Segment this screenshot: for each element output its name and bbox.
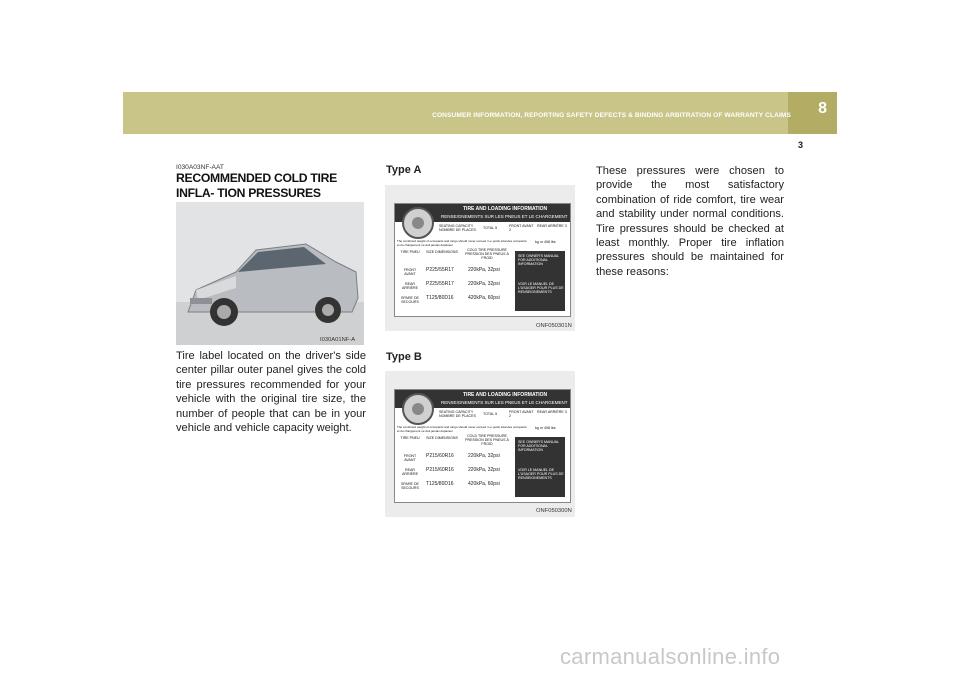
row-spare: SPARE DE SECOURS [401,296,419,305]
tire-icon [402,393,434,425]
car-image-caption: I030A01NF-A [320,337,356,343]
pressure-spare: 420kPa, 60psi [468,481,500,487]
placard [394,203,571,317]
col-pressure: COLD TIRE PRESSURE PRESSION DES PNEUS À FROID [465,434,509,447]
tire-icon [402,207,434,239]
size-spare: T125/80D16 [426,481,454,487]
row-rear: REAR ARRIÈRE [402,468,418,477]
manual-note [515,437,565,497]
seating-total: TOTAL 5 [483,412,498,416]
placard [394,389,571,503]
seating-front: FRONT AVANT 2 [509,224,534,233]
pressure-spare: 420kPa, 60psi [468,295,500,301]
row-front: FRONT AVANT [403,268,417,277]
size-front: P225/55R17 [426,267,454,273]
chapter-number: 8 [818,100,827,117]
row-spare: SPARE DE SECOURS [401,482,419,491]
page-number: 3 [798,140,804,150]
col-tire: TIRE PNEU [400,250,420,254]
type-a-label: Type A [386,164,422,176]
row-front: FRONT AVANT [403,454,417,463]
section-heading: RECOMMENDED COLD TIRE INFLA- TION PRESSURES [176,171,337,200]
car-illustration [176,202,364,345]
size-rear: P225/55R17 [426,281,454,287]
see-manual: SEE OWNER'S MANUAL FOR ADDITIONAL INFORMATION [518,440,559,453]
weight-value: kg or 408 lbs [535,426,556,430]
header-band [123,92,837,134]
row-rear: REAR ARRIÈRE [402,282,418,291]
watermark: carmanualsonline.info [560,644,781,669]
voir-manual: VOIR LE MANUEL DE L'USAGER POUR PLUS DE RENSEIGNEMENTS [518,282,564,295]
see-manual: SEE OWNER'S MANUAL FOR ADDITIONAL INFORMATION [518,254,559,267]
pressure-rear: 220kPa, 32psi [468,281,500,287]
type-b-caption: ONF050300N [536,508,572,514]
weight-statement: The combined weight of occupants and cargo should never exceed / Le poids total des occupants et du chargement ne doit jamais dépasser [397,239,527,247]
placard-title-en: TIRE AND LOADING INFORMATION [463,206,548,212]
seating-capacity: SEATING CAPACITY NOMBRE DE PLACES [439,410,476,419]
section-code: I030A03NF-AAT [176,164,224,171]
seating-front: FRONT AVANT 2 [509,410,534,419]
type-a-caption: ONF050301N [536,323,572,329]
seating-rear: REAR ARRIÈRE 3 [537,224,567,228]
weight-statement: The combined weight of occupants and cargo should never exceed / Le poids total des occupants et du chargement ne doit jamais dépasser [397,425,527,433]
pressure-front: 220kPa, 32psi [468,453,500,459]
seating-rear: REAR ARRIÈRE 3 [537,410,567,414]
pressure-rear: 220kPa, 32psi [468,467,500,473]
pressures-paragraph: These pressures were chosen to provide the most satisfactory combination of ride comfort, tire wear and stability under normal conditions. Tire pressures should be checked at least monthly. Proper tire inflation pressures should be maintained for these reasons: [596,165,784,278]
tire-label-type-b [385,371,575,517]
voir-manual: VOIR LE MANUEL DE L'USAGER POUR PLUS DE RENSEIGNEMENTS [518,468,564,481]
size-front: P215/60R16 [426,453,454,459]
size-rear: P215/60R16 [426,467,454,473]
placard-title-en: TIRE AND LOADING INFORMATION [463,392,548,398]
tire-label-type-a [385,185,575,331]
col-size: SIZE DIMENSIONS [426,436,458,440]
col-pressure: COLD TIRE PRESSURE PRESSION DES PNEUS À FROID [465,248,509,261]
manual-note [515,251,565,311]
pressure-front: 220kPa, 32psi [468,267,500,273]
seating-total: TOTAL 5 [483,226,498,230]
chapter-tab [788,92,837,134]
car-image [176,202,364,345]
placard-title-fr: RENSEIGNEMENTS SUR LES PNEUS ET LE CHARGEMENT [441,400,568,405]
placard-title-fr: RENSEIGNEMENTS SUR LES PNEUS ET LE CHARGEMENT [441,214,568,219]
col-tire: TIRE PNEU [400,436,420,440]
seating-capacity: SEATING CAPACITY NOMBRE DE PLACES [439,224,476,233]
col-size: SIZE DIMENSIONS [426,250,458,254]
weight-value: kg or 408 lbs [535,240,556,244]
intro-paragraph: Tire label located on the driver's side center pillar outer panel gives the cold tire pressures recommended for your vehicle with the original tire size, the number of people that can be in your vehicle and vehicle capacity weight. [176,350,366,435]
size-spare: T125/80D16 [426,295,454,301]
section-title: CONSUMER INFORMATION, REPORTING SAFETY DEFECTS & BINDING ARBITRATION OF WARRANTY CLAIMS [432,112,791,119]
type-b-label: Type B [386,351,422,363]
